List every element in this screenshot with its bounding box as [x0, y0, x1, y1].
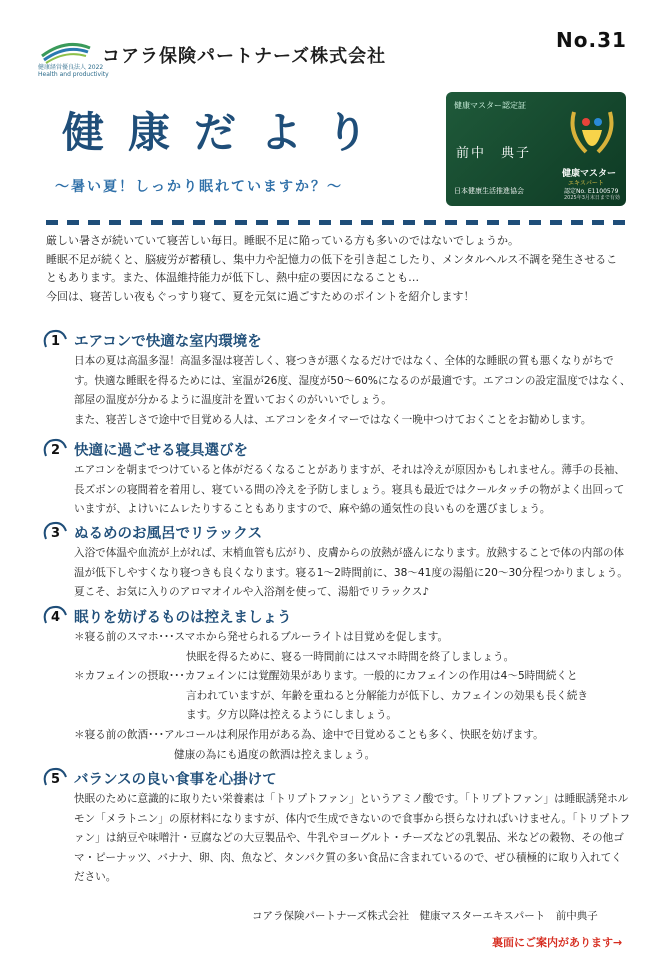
- point-badge: 3: [42, 521, 68, 543]
- list-item-cont: 快眠を得るために、寝る一時間前にはスマホ時間を終了しましょう。: [186, 650, 515, 663]
- list-item-cont: 言われていますが、年齢を重ねると分解能力が低下し、カフェインの効果も長く続き: [186, 689, 589, 702]
- health-master-certificate: [446, 92, 626, 206]
- laurel-emblem-icon: [564, 100, 620, 162]
- intro-line: 今回は、寝苦しい夜もぐっすり寝て、夏を元気に過ごすためのポイントを紹介します！: [46, 289, 475, 303]
- point-badge: 5: [42, 767, 68, 789]
- cert-number: 認定No. E1100579: [564, 188, 619, 195]
- section-5: [42, 766, 632, 888]
- point-badge: 1: [42, 329, 68, 351]
- section-title: バランスの良い食事を心掛けて: [74, 771, 277, 788]
- intro-line: 睡眠不足が続くと、脳疲労が蓄積し、集中力や記憶力の低下を引き起こしたり、メンタルヘルス不調を発生させることもあります。また、体温維持能力が低下し、熱中症の要因になることも…: [46, 252, 618, 284]
- back-page-note: 裏面にご案内があります→: [492, 936, 623, 949]
- certificate-name: 前中 典子: [456, 146, 532, 161]
- point-badge: 2: [42, 438, 68, 460]
- list-item-cont: 健康の為にも過度の飲酒は控えましょう。: [174, 748, 376, 761]
- intro-text: [46, 232, 622, 306]
- company-name: コアラ保険パートナーズ株式会社: [102, 46, 387, 67]
- cert-expiry: 2025年3月末日まで有効: [564, 195, 620, 201]
- section-body: 快眠のために意識的に取りたい栄養素は「トリプトファン」というアミノ酸です。「トリプトファン」は睡眠誘発ホルモン「メラトニン」の原材料になりますが、体内で生成できないので食事から摂らなければいけません。「トリプトファン」は納豆や味噌汁・豆腐などの大豆製品や、牛乳やヨーグルト・チーズなどの乳製品、米などの穀物、その他ゴマ・ピーナッツ、バナナ、卵、肉、魚など、タンパク質の多い食品に含まれているので、ぜひ積極的に取り入れてください。: [74, 793, 631, 884]
- page-subtitle: 〜暑い夏！しっかり眠れていますか？〜: [55, 179, 343, 195]
- list-item: ＊寝る前の飲酒･･･アルコールは利尿作用がある為、途中で目覚めることも多く、快眠を妨げます。: [74, 728, 544, 741]
- section-body: 日本の夏は高温多湿！高温多湿は寝苦しく、寝つきが悪くなるだけではなく、全体的な睡眠の質も悪くなりがちです。快適な睡眠を得るためには、室温が26度、湿度が50〜60%になるのが最適です。エアコンの設定温度ではなく、部屋の温度が分かるように温度計を置いておくのがいいでしょう。 また、寝苦しさで途中で目覚める人は、エアコンをタイマーではなく一晩中つけておくことをお勧めします。: [74, 355, 631, 426]
- point-badge: 4: [42, 605, 68, 627]
- badge-title: 健康マスター: [562, 169, 617, 179]
- section-title: 快適に過ごせる寝具選びを: [74, 442, 248, 459]
- certificate-org: 日本健康生活推進協会: [454, 187, 524, 195]
- section-3: [42, 520, 632, 603]
- section-title: エアコンで快適な室内環境を: [74, 333, 262, 350]
- section-body: エアコンを朝までつけていると体がだるくなることがありますが、それは冷えが原因かもしれません。薄手の長袖、長ズボンの寝間着を着用し、寝ている間の冷えを予防しましょう。寝具も最近ではクールタッチの物がよく出回っていますが、よけいにムレたりすることもありますので、麻や綿の通気性の良いものを選びましょう。: [74, 464, 625, 516]
- page-title: 健康だより: [62, 108, 393, 157]
- section-title: 眠りを妨げるものは控えましょう: [74, 609, 292, 626]
- footer-author: コアラ保険パートナーズ株式会社 健康マスターエキスパート 前中典子: [252, 910, 598, 922]
- certificate-heading: 健康マスター認定証: [454, 101, 526, 110]
- intro-line: 厳しい暑さが続いていて寝苦しい毎日。睡眠不足に陥っている方も多いのではないでしょうか。: [46, 234, 519, 247]
- section-body: 入浴で体温や血流が上がれば、末梢血管も広がり、皮膚からの放熱が盛んになります。放熱することで体の内部の体温が低下しやすくなり寝つきも良くなります。寝る1〜2時間前に、38〜41度の湯船に20〜30分程つかりましょう。夏こそ、お気に入りのアロマオイルや入浴剤を使って、湯船でリラックス♪: [74, 547, 628, 599]
- dashed-divider: [46, 220, 626, 225]
- section-body: [74, 628, 632, 765]
- list-item-cont: ます。夕方以降は控えるようにしましょう。: [186, 709, 398, 722]
- issue-number: No.31: [556, 28, 627, 52]
- list-item: ＊カフェインの摂取･･･カフェインには覚醒効果があります。一般的にカフェインの作用は4〜5時間続くと: [74, 670, 578, 683]
- section-title: ぬるめのお風呂でリラックス: [74, 525, 263, 542]
- logo-caption: 健康経営優良法人 2022 Health and productivity: [38, 64, 109, 78]
- section-1: [42, 328, 632, 430]
- badge-level: エキスパート: [568, 180, 604, 187]
- section-4: [42, 604, 632, 765]
- section-2: [42, 437, 632, 520]
- list-item: ＊寝る前のスマホ･･･スマホから発せられるブルーライトは目覚めを促します。: [74, 631, 449, 643]
